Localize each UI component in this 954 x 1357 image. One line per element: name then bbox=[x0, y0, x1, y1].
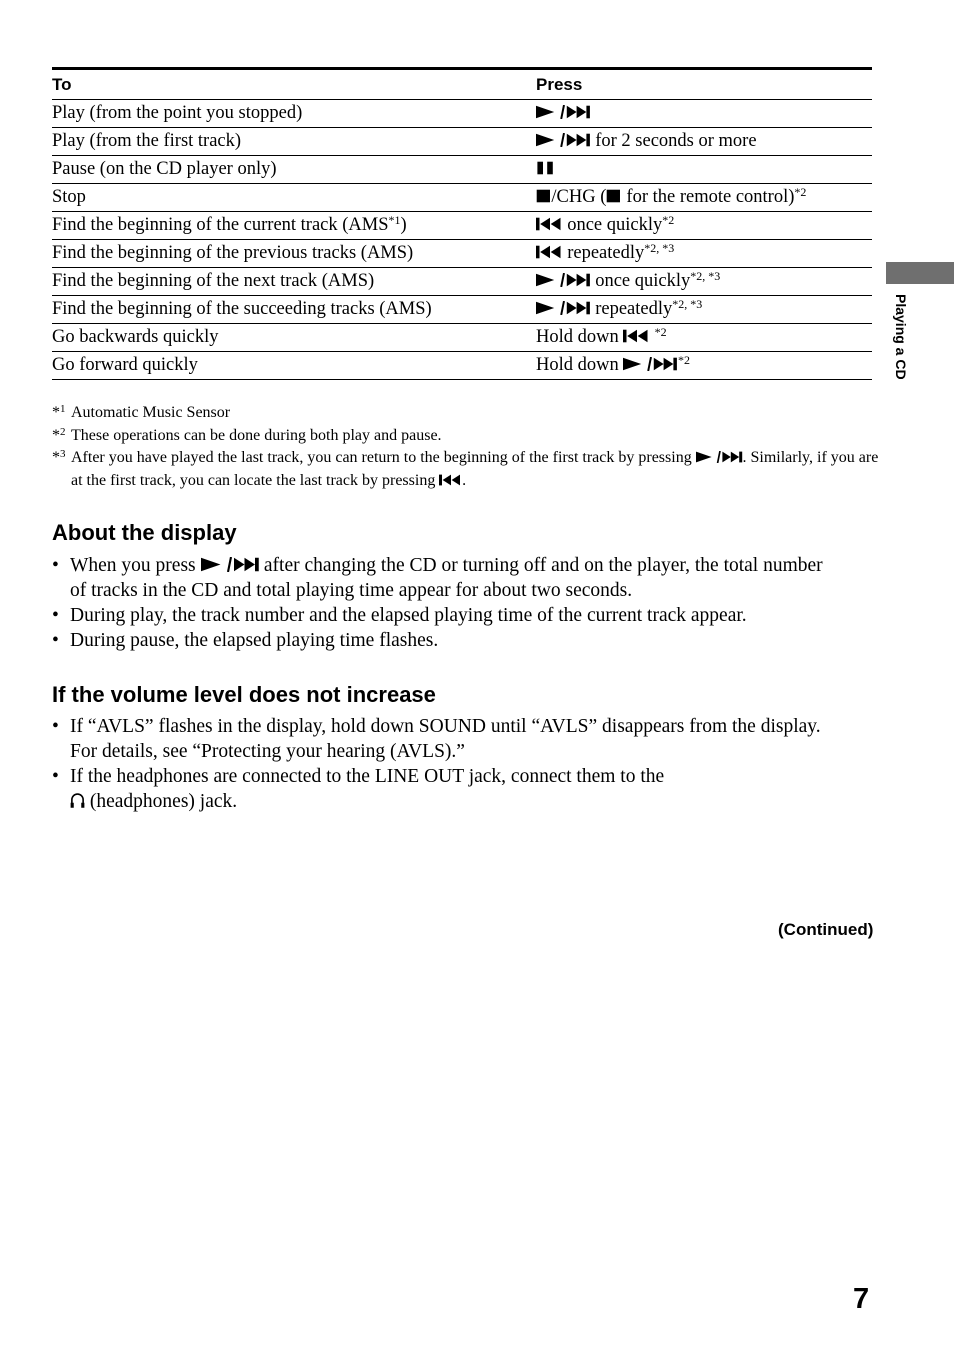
continued-label: (Continued) bbox=[778, 920, 874, 939]
bullet-dot: • bbox=[52, 630, 59, 651]
cell-text: Go forward quickly bbox=[52, 355, 198, 375]
cell-press bbox=[536, 100, 872, 128]
cell-press bbox=[536, 296, 872, 324]
bullet-text: During pause, the elapsed playing time flashes. bbox=[70, 630, 439, 651]
list-item bbox=[52, 553, 842, 603]
headphones-icon bbox=[70, 792, 85, 809]
header-press: Press bbox=[536, 69, 872, 100]
cell-text: Go backwards quickly bbox=[52, 327, 219, 347]
cell-press bbox=[536, 352, 872, 380]
operations-table bbox=[52, 67, 872, 380]
table-row bbox=[52, 128, 872, 156]
section-heading-display: About the display bbox=[52, 520, 237, 545]
cell-text: once quickly bbox=[562, 215, 663, 235]
play-pause-icon bbox=[536, 105, 591, 119]
section-heading-volume: If the volume level does not increase bbox=[52, 682, 436, 707]
cell-to bbox=[52, 268, 536, 296]
header-to: To bbox=[52, 69, 536, 100]
table-row bbox=[52, 296, 872, 324]
footnote-text: . Similarly, if you are at the first track, you can locate the last track by pressing bbox=[71, 449, 879, 489]
footnote-ref: *2 bbox=[654, 325, 667, 339]
cell-text: Pause (on the CD player only) bbox=[52, 159, 277, 179]
cell-press bbox=[536, 128, 872, 156]
table-row bbox=[52, 100, 872, 128]
bullet-text: (headphones) jack. bbox=[85, 791, 238, 812]
volume-bullet-list bbox=[52, 714, 842, 814]
cell-text: for the remote control) bbox=[621, 187, 795, 207]
cell-to bbox=[52, 156, 536, 184]
list-item bbox=[52, 603, 842, 628]
cell-to bbox=[52, 240, 536, 268]
previous-icon bbox=[536, 217, 563, 231]
bullet-dot: • bbox=[52, 716, 59, 737]
cell-text: Stop bbox=[52, 187, 86, 207]
footnote-ref: *2 bbox=[794, 185, 807, 199]
table-header-row bbox=[52, 69, 872, 100]
cell-text: Find the beginning of the succeeding tracks (AMS) bbox=[52, 299, 432, 319]
table-row bbox=[52, 184, 872, 212]
bullet-text: If “AVLS” flashes in the display, hold down SOUND until “AVLS” disappears from the display. For details, see “Protecting your hearing (AVLS).” bbox=[70, 716, 821, 762]
cell-to bbox=[52, 352, 536, 380]
previous-icon bbox=[439, 474, 462, 486]
stop-icon bbox=[536, 189, 551, 203]
table-row bbox=[52, 156, 872, 184]
list-item bbox=[52, 628, 842, 653]
cell-text: Hold down bbox=[536, 327, 624, 347]
footnote-text: . bbox=[462, 471, 467, 489]
bullet-text: after changing the CD or turning off and on the player, the total number of tracks in the CD and total playing time appear for about two seconds. bbox=[70, 555, 823, 601]
table-row bbox=[52, 240, 872, 268]
previous-icon bbox=[536, 245, 563, 259]
cell-text: for 2 seconds or more bbox=[590, 131, 757, 151]
cell-text: Find the beginning of the next track (AMS) bbox=[52, 271, 375, 291]
bullet-dot: • bbox=[52, 605, 59, 626]
cell-to bbox=[52, 296, 536, 324]
cell-text: Play (from the first track) bbox=[52, 131, 242, 151]
pause-icon bbox=[536, 161, 556, 175]
cell-to bbox=[52, 100, 536, 128]
footnote-text: After you have played the last track, you can return to the beginning of the first track by pressing bbox=[71, 449, 696, 466]
footnote-ref: *2, *3 bbox=[690, 269, 721, 283]
cell-to bbox=[52, 212, 536, 240]
footnote-mark: *$^1$ bbox=[52, 403, 66, 421]
footnote-1 bbox=[52, 402, 882, 425]
table-row bbox=[52, 212, 872, 240]
footnote-ref: *2, *3 bbox=[644, 241, 675, 255]
footnote-3 bbox=[52, 447, 882, 492]
cell-text: Find the beginning of the previous tracks (AMS) bbox=[52, 243, 414, 263]
play-pause-icon bbox=[536, 133, 591, 147]
table-body bbox=[52, 100, 872, 380]
table-row bbox=[52, 352, 872, 380]
footnote-ref: *1 bbox=[388, 213, 401, 227]
footnote-mark: *$^2$ bbox=[52, 425, 66, 444]
footnote-text: These operations can be done during both play and pause. bbox=[71, 426, 442, 444]
section-side-label: Playing a CD bbox=[893, 294, 909, 380]
list-item bbox=[52, 764, 842, 814]
page-number: 7 bbox=[853, 1283, 870, 1315]
section-tab-marker bbox=[886, 262, 954, 284]
display-bullet-list bbox=[52, 553, 842, 653]
previous-icon bbox=[623, 329, 650, 343]
cell-press bbox=[536, 184, 872, 212]
bullet-text: If the headphones are connected to the LINE OUT jack, connect them to the bbox=[70, 766, 665, 787]
play-pause-icon bbox=[696, 451, 743, 463]
footnote-ref: *2 bbox=[677, 353, 690, 367]
cell-press bbox=[536, 268, 872, 296]
footnote-2 bbox=[52, 425, 882, 448]
play-pause-icon bbox=[201, 557, 260, 572]
play-pause-icon bbox=[536, 273, 591, 287]
list-item bbox=[52, 714, 842, 764]
bullet-dot: • bbox=[52, 555, 59, 576]
cell-text: Hold down bbox=[536, 355, 624, 375]
bullet-text: When you press bbox=[70, 555, 201, 576]
cell-text: once quickly bbox=[590, 271, 691, 291]
bullet-text: During play, the track number and the elapsed playing time of the current track appear. bbox=[70, 605, 747, 626]
play-pause-icon bbox=[536, 301, 591, 315]
bullet-dot: • bbox=[52, 766, 59, 787]
play-pause-icon bbox=[623, 357, 678, 371]
stop-icon bbox=[606, 189, 621, 203]
cell-to bbox=[52, 324, 536, 352]
footnote-ref: *2 bbox=[662, 213, 675, 227]
cell-text: ) bbox=[400, 215, 407, 235]
cell-text: Find the beginning of the current track (AMS bbox=[52, 215, 389, 235]
cell-press bbox=[536, 324, 872, 352]
footnotes bbox=[52, 402, 882, 492]
cell-press bbox=[536, 212, 872, 240]
cell-to bbox=[52, 128, 536, 156]
footnote-ref: *2, *3 bbox=[672, 297, 703, 311]
cell-press bbox=[536, 240, 872, 268]
cell-to bbox=[52, 184, 536, 212]
table-row bbox=[52, 324, 872, 352]
footnote-text: Automatic Music Sensor bbox=[71, 404, 231, 421]
cell-text: /CHG ( bbox=[551, 187, 607, 207]
cell-text: repeatedly bbox=[590, 299, 673, 319]
cell-text: repeatedly bbox=[562, 243, 645, 263]
footnote-mark: *$^3$ bbox=[52, 448, 66, 466]
cell-text: Play (from the point you stopped) bbox=[52, 103, 303, 123]
table-row bbox=[52, 268, 872, 296]
cell-press bbox=[536, 156, 872, 184]
